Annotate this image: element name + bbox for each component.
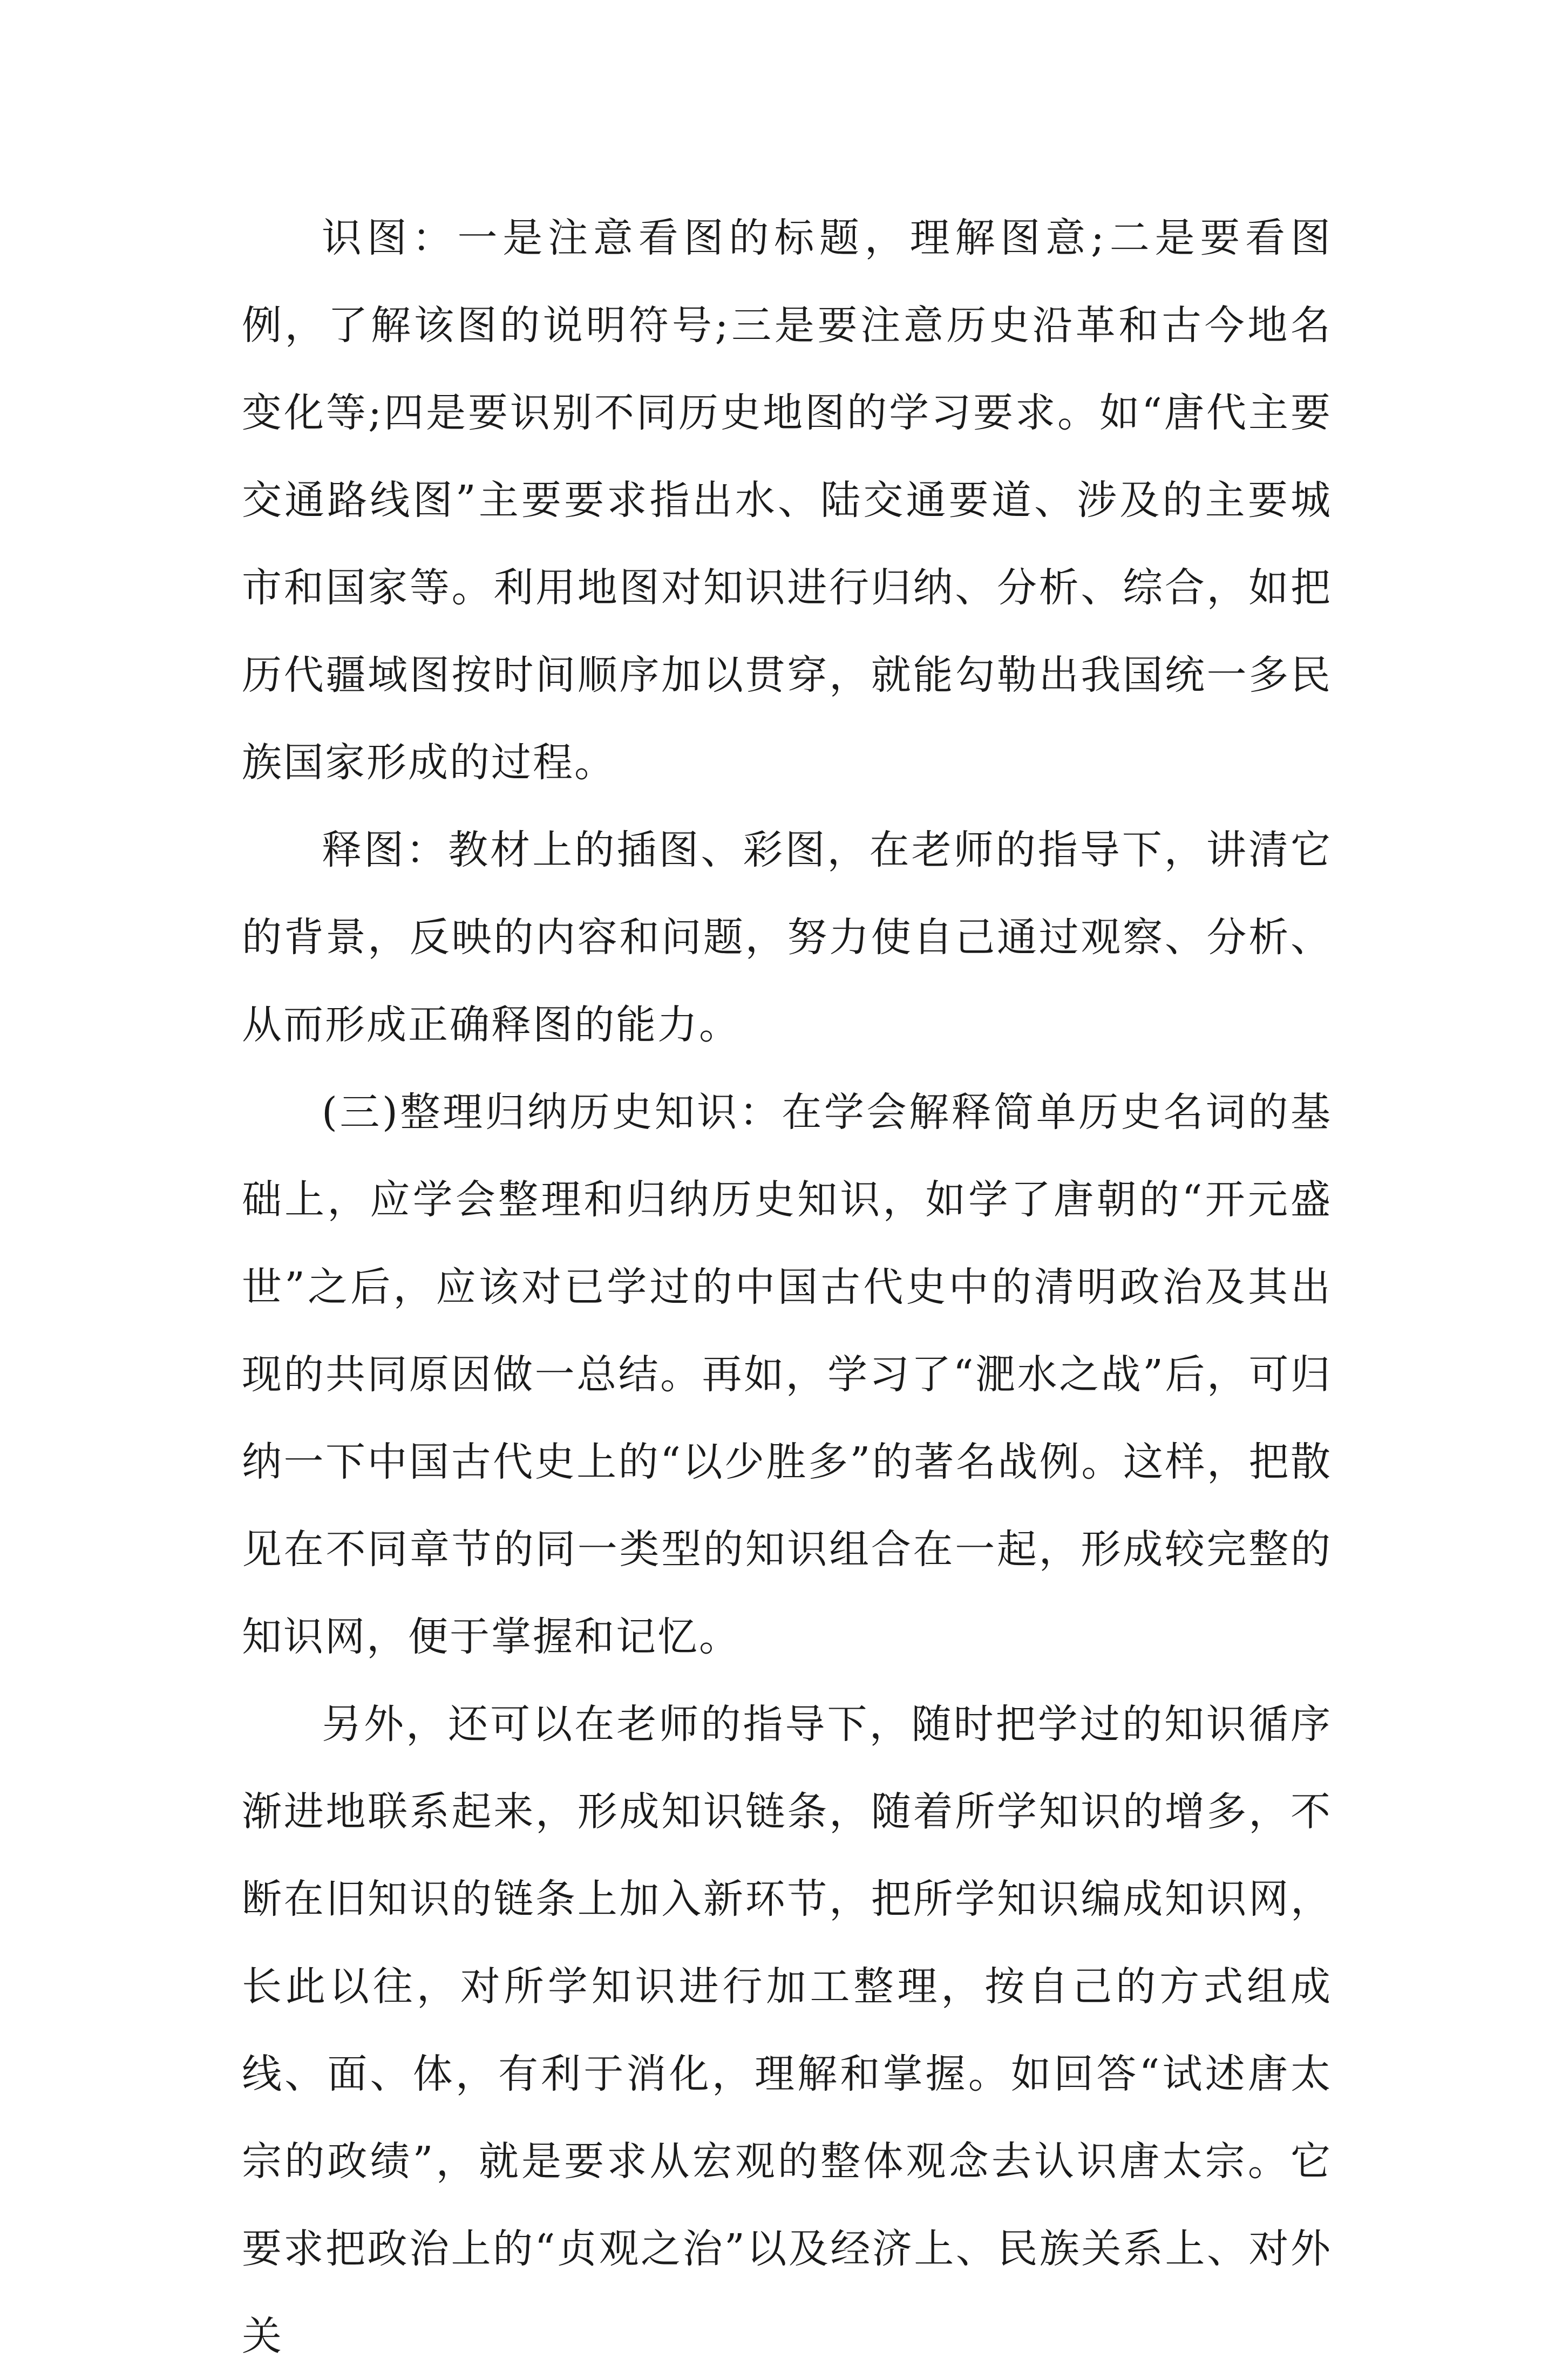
document-body [242,194,1332,2380]
paragraph-map-reading: 识图：一是注意看图的标题，理解图意;二是要看图例，了解该图的说明符号;三是要注意历史沿革和古今地名变化等;四是要识别不同历史地图的学习要求。如“唐代主要交通路线图”主要要求指出水、陆交通要道、涉及的主要城市和国家等。利用地图对知识进行归纳、分析、综合，如把历代疆域图按时间顺序加以贯穿，就能勾勒出我国统一多民族国家形成的过程。 [242,215,1332,786]
paragraph-organize-knowledge: (三)整理归纳历史知识：在学会解释简单历史名词的基础上，应学会整理和归纳历史知识，如学了唐朝的“开元盛世”之后，应该对已学过的中国古代史中的清明政治及其出现的共同原因做一总结。再如，学习了“淝水之战”后，可归纳一下中国古代史上的“以少胜多”的著名战例。这样，把散见在不同章节的同一类型的知识组合在一起，形成较完整的知识网，便于掌握和记忆。 [242,1089,1332,1660]
paragraph-map-interpretation: 释图：教材上的插图、彩图，在老师的指导下，讲清它的背景，反映的内容和问题，努力使自己通过观察、分析、从而形成正确释图的能力。 [242,827,1332,1048]
paragraph-knowledge-network: 另外，还可以在老师的指导下，随时把学过的知识循序渐进地联系起来，形成知识链条，随着所学知识的增多，不断在旧知识的链条上加入新环节，把所学知识编成知识网，长此以往，对所学知识进行加工整理，按自己的方式组成线、面、体，有利于消化，理解和掌握。如回答“试述唐太宗的政绩”，就是要求从宏观的整体观念去认识唐太宗。它要求把政治上的“贞观之治”以及经济上、民族关系上、对外关 [242,1701,1332,2359]
